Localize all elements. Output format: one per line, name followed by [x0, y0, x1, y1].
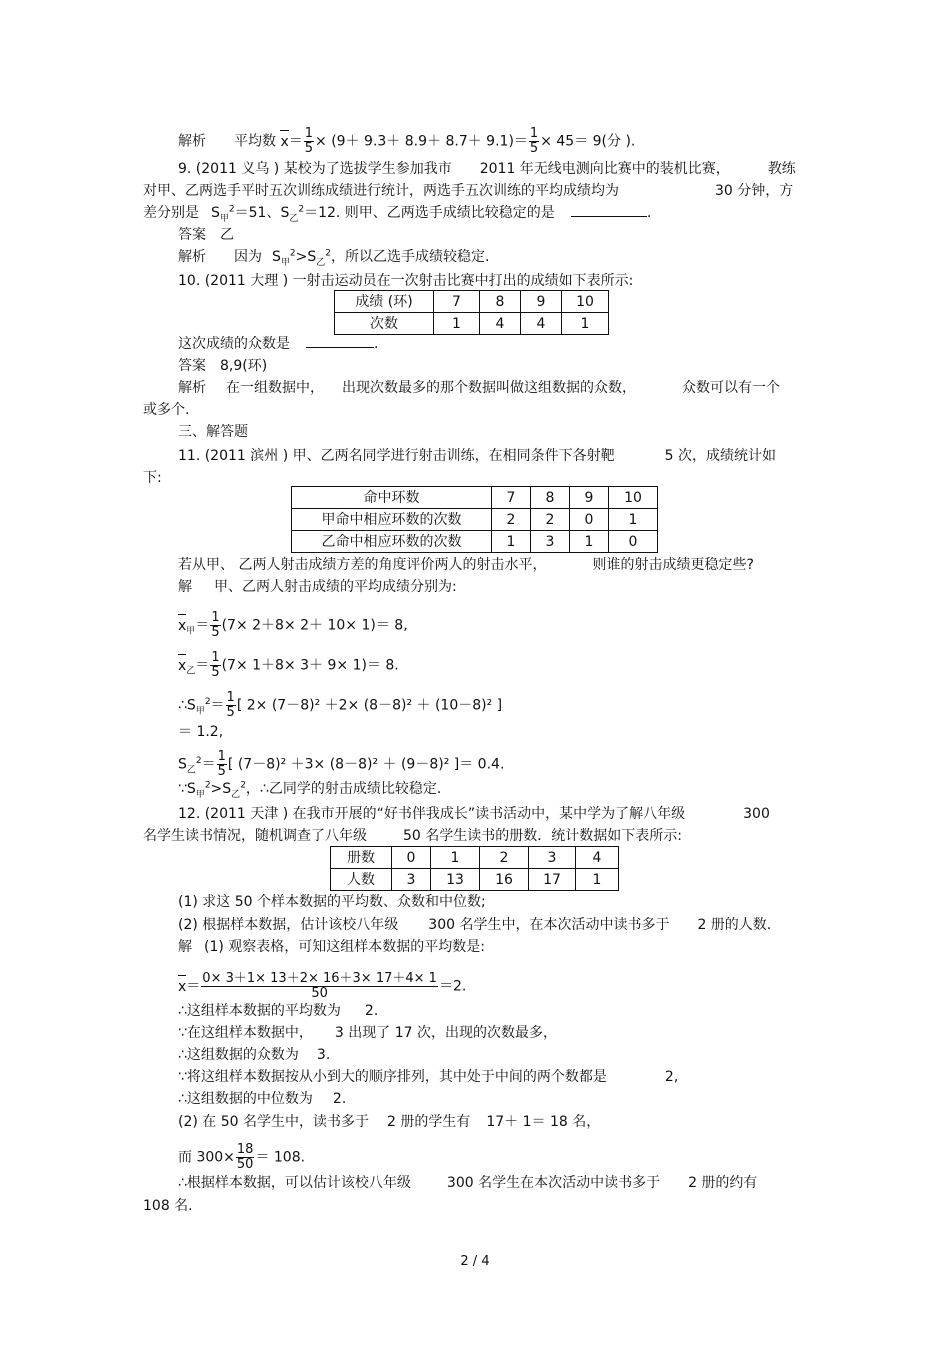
text: 众数可以有一个 — [682, 380, 780, 396]
label-solution: 解 — [178, 939, 192, 955]
fraction — [210, 611, 220, 640]
superscript: 2 — [195, 755, 202, 766]
label-analysis: 解析 — [178, 380, 206, 396]
superscript: 2 — [325, 248, 332, 259]
q10-line1: 10. (2011 大理 ) 一射击运动员在一次射击比赛中打出的成绩如下表所示: — [178, 273, 634, 289]
table-row — [292, 509, 658, 531]
text: [ 2× (7－8)² ＋2× (8－8)² ＋ (10－8)² ] — [236, 697, 503, 714]
text: 30 分钟，方 — [715, 183, 794, 199]
text: 若从甲、 乙两人射击成绩方差的角度评价两人的射击水平， — [178, 557, 547, 573]
table-cell: 7 — [492, 487, 531, 509]
superscript: 2 — [289, 248, 296, 259]
answer-value: 乙 — [220, 227, 234, 243]
q12-part1: (1) 求这 50 个样本数据的平均数、众数和中位数; — [178, 894, 486, 910]
text: 2. — [332, 1091, 347, 1107]
text: ∵S — [178, 781, 196, 797]
table-cell: 0 — [570, 509, 609, 531]
table-cell: 7 — [434, 291, 480, 313]
superscript: 2 — [228, 204, 235, 215]
text: ，所以乙选手成绩较稳定. — [331, 249, 490, 265]
superscript: 2 — [298, 204, 305, 215]
text: (7× 2＋8× 2＋ 10× 1)＝ 8, — [221, 617, 408, 634]
numerator: 1 — [226, 690, 235, 705]
table-cell: 9 — [521, 291, 562, 313]
text: 2, — [664, 1069, 679, 1085]
denominator: 5 — [304, 141, 314, 156]
q9-answer — [178, 226, 234, 244]
q12-mean — [178, 972, 466, 1001]
q11-variance-a-result: ＝ 1.2, — [178, 724, 224, 740]
text: ∴根据样本数据，可以估计该校八年级 — [178, 1175, 411, 1191]
fraction — [210, 651, 220, 680]
text: ＝ — [201, 756, 216, 773]
numerator: 0× 3＋1× 13＋2× 16＋3× 17＋4× 1 — [202, 971, 437, 986]
table-cell: 3 — [531, 531, 570, 553]
table-cell: 人数 — [331, 869, 392, 891]
section-heading: 三、解答题 — [178, 424, 248, 440]
table-cell: 3 — [529, 847, 576, 869]
line-mean — [178, 127, 635, 156]
q12-part2-solution — [178, 1113, 600, 1131]
label-answer: 答案 — [178, 358, 206, 374]
x-bar: x — [280, 133, 289, 150]
fraction — [236, 1143, 255, 1172]
answer-blank — [571, 204, 647, 217]
table-cell: 4 — [521, 313, 562, 335]
text: (2) 在 50 名学生中，读书多于 — [178, 1114, 369, 1130]
text: 17＋ 1＝ 18 名， — [486, 1114, 601, 1130]
table-row — [331, 869, 619, 891]
table-row — [331, 847, 619, 869]
table-cell: 2 — [492, 509, 531, 531]
q12-line1 — [178, 805, 770, 823]
q10-question — [178, 335, 378, 353]
table-cell: 4 — [480, 313, 521, 335]
text: ∴这组数据的众数为 — [178, 1047, 299, 1063]
text: ＝ — [288, 133, 303, 150]
subscript: 乙 — [186, 666, 196, 677]
text: ＝51、S — [234, 205, 290, 221]
denominator: 50 — [311, 986, 328, 1001]
text: 3 出现了 17 次，出现的次数最多， — [334, 1025, 557, 1041]
text: 300 名学生在本次活动中读书多于 — [446, 1175, 661, 1191]
superscript: 2 — [204, 780, 211, 791]
q10-answer — [178, 357, 267, 375]
text: 名学生读书情况，随机调查了八年级 — [143, 828, 367, 844]
text: × 45＝ 9(分 ). — [540, 133, 636, 150]
text: ＝ — [195, 617, 210, 634]
table-cell: 17 — [529, 869, 576, 891]
q11-solution — [178, 578, 457, 596]
text: 在一组数据中， — [226, 380, 324, 396]
text: 3. — [316, 1047, 331, 1063]
answer-value: 8,9(环) — [220, 358, 268, 374]
text: ，∴乙同学的射击成绩比较稳定. — [245, 781, 442, 797]
table-cell: 9 — [570, 487, 609, 509]
text: 因为 — [234, 249, 262, 265]
text: 5 次，成绩统计如 — [664, 448, 776, 464]
text: 2 册的学生有 — [387, 1114, 471, 1130]
text: 教练 — [767, 161, 796, 177]
answer-blank — [306, 335, 374, 348]
text: 50 名学生读书的册数．统计数据如下表所示: — [403, 828, 682, 844]
subscript: 甲 — [195, 706, 205, 717]
text: [ (7－8)² ＋3× (8－8)² ＋ (9－8)² ]＝ 0.4. — [227, 756, 505, 773]
q12-mean-result — [178, 1002, 378, 1020]
q12-table — [330, 846, 619, 891]
table-cell: 0 — [392, 847, 431, 869]
q12-calc — [178, 1143, 305, 1172]
table-cell: 1 — [576, 869, 619, 891]
denominator: 5 — [529, 141, 539, 156]
text: 11. (2011 滨州 ) 甲、乙两名同学进行射击训练，在相同条件下各射靶 — [178, 448, 615, 464]
table-cell: 13 — [431, 869, 480, 891]
denominator: 5 — [226, 705, 235, 720]
text: 而 300× — [178, 1149, 235, 1166]
fraction — [226, 691, 236, 720]
q11-mean-b — [178, 651, 399, 680]
q12-part2 — [178, 916, 771, 934]
text: ∵将这组样本数据按从小到大的顺序排列，其中处于中间的两个数都是 — [178, 1069, 607, 1085]
subscript: 甲 — [280, 257, 290, 268]
q9-line2 — [143, 182, 793, 200]
q11-line2: 下: — [143, 470, 162, 486]
label-analysis: 解析 — [178, 249, 206, 265]
text: 对甲、乙两选手平时五次训练成绩进行统计，两选手五次训练的平均成绩均为 — [143, 183, 619, 199]
table-cell: 1 — [570, 531, 609, 553]
subscript: 乙 — [231, 789, 241, 800]
table-cell: 8 — [480, 291, 521, 313]
table-cell: 乙命中相应环数的次数 — [292, 531, 492, 553]
text: >S — [295, 249, 317, 265]
table-cell: 1 — [609, 509, 658, 531]
text: ＝ — [210, 697, 225, 714]
numerator: 1 — [304, 126, 314, 141]
q12-mode-result — [178, 1046, 330, 1064]
numerator: 1 — [211, 610, 220, 625]
table-cell: 甲命中相应环数的次数 — [292, 509, 492, 531]
text: ∴S — [178, 697, 196, 714]
table-row — [335, 313, 609, 335]
subscript: 乙 — [316, 257, 326, 268]
table-cell: 1 — [434, 313, 480, 335]
subscript: 甲 — [186, 626, 196, 637]
x-bar: x — [178, 617, 187, 634]
q12-median-result — [178, 1090, 346, 1108]
q12-mode-reason — [178, 1024, 557, 1042]
q12-estimate-cont: 108 名. — [143, 1198, 193, 1214]
text: S — [178, 756, 187, 773]
numerator: 1 — [529, 126, 539, 141]
label-analysis: 解析 — [178, 133, 206, 150]
superscript: 2 — [204, 696, 211, 707]
table-row — [292, 531, 658, 553]
subscript: 甲 — [219, 213, 229, 224]
fraction — [304, 127, 314, 156]
text: >S — [210, 781, 232, 797]
table-cell: 10 — [609, 487, 658, 509]
denominator: 5 — [211, 625, 220, 640]
subscript: 甲 — [195, 789, 205, 800]
text: S — [211, 205, 220, 221]
table-cell: 8 — [531, 487, 570, 509]
q12-estimate — [178, 1174, 757, 1192]
text: × (9＋ 9.3＋ 8.9＋ 8.7＋ 9.1)＝ — [315, 133, 528, 150]
table-cell: 册数 — [331, 847, 392, 869]
text: 9. (2011 义乌 ) 某校为了选拔学生参加我市 — [178, 161, 452, 177]
q12-line2 — [143, 827, 682, 845]
text: ∵在这组样本数据中， — [178, 1025, 313, 1041]
q9-line1 — [178, 160, 796, 178]
q10-table — [334, 290, 609, 335]
text: 300 名学生中，在本次活动中读书多于 — [428, 917, 670, 933]
text: (2) 根据样本数据，估计该校八年级 — [178, 917, 399, 933]
text: ＝2. — [438, 978, 467, 995]
fraction — [217, 750, 227, 779]
table-cell: 命中环数 — [292, 487, 492, 509]
superscript: 2 — [240, 780, 246, 791]
denominator: 5 — [217, 764, 226, 779]
x-bar: x — [178, 657, 187, 674]
text: . — [374, 336, 379, 352]
q10-explanation-cont: 或多个. — [143, 402, 190, 418]
table-cell: 3 — [392, 869, 431, 891]
q10-explanation — [178, 379, 780, 397]
text: 甲、乙两人射击成绩的平均成绩分别为: — [214, 579, 457, 595]
table-cell: 1 — [562, 313, 609, 335]
q12-median-reason — [178, 1068, 678, 1086]
text: 2011 年无线电测向比赛中的装机比赛， — [479, 161, 730, 177]
q9-explanation — [178, 248, 489, 266]
text: ＝ — [195, 657, 210, 674]
label-answer: 答案 — [178, 227, 206, 243]
label-solution: 解 — [178, 579, 192, 595]
q11-line1 — [178, 447, 776, 465]
x-bar: x — [178, 978, 187, 995]
table-cell: 2 — [531, 509, 570, 531]
q11-variance-b — [178, 750, 504, 779]
q9-line3 — [143, 204, 651, 222]
text: ＝12. 则甲、乙两选手成绩比较稳定的是 — [304, 205, 555, 221]
numerator: 1 — [211, 650, 220, 665]
text: 12. (2011 天津 ) 在我市开展的“好书伴我成长”读书活动中，某中学为了解八年级 — [178, 806, 686, 822]
subscript: 乙 — [186, 765, 196, 776]
text: 2 册的人数. — [697, 917, 772, 933]
table-cell: 次数 — [335, 313, 434, 335]
text: 300 — [743, 806, 770, 822]
table-cell: 16 — [480, 869, 529, 891]
fraction — [201, 972, 438, 1001]
numerator: 1 — [217, 749, 226, 764]
denominator: 5 — [211, 665, 220, 680]
text: 差分别是 — [143, 205, 199, 221]
text: 出现次数最多的那个数据叫做这组数据的众数， — [342, 380, 636, 396]
q11-question — [178, 556, 754, 574]
text: S — [272, 249, 281, 265]
text: ＝ 108. — [255, 1149, 306, 1166]
table-cell: 4 — [576, 847, 619, 869]
q11-mean-a — [178, 611, 408, 640]
text: (7× 1＋8× 3＋ 9× 1)＝ 8. — [221, 657, 399, 674]
text: ∴这组样本数据的平均数为 — [178, 1003, 341, 1019]
table-cell: 1 — [492, 531, 531, 553]
q11-table — [291, 486, 658, 553]
q11-conclusion — [178, 780, 441, 798]
text: 则谁的射击成绩更稳定些? — [592, 557, 754, 573]
table-cell: 0 — [609, 531, 658, 553]
table-row — [292, 487, 658, 509]
page-number: 2 / 4 — [460, 1254, 490, 1269]
table-row — [335, 291, 609, 313]
table-cell: 成绩 (环) — [335, 291, 434, 313]
q12-solution — [178, 938, 485, 956]
subscript: 乙 — [289, 213, 299, 224]
q11-variance-a — [178, 691, 502, 720]
text: 2 册的约有 — [688, 1175, 758, 1191]
denominator: 50 — [236, 1157, 254, 1172]
table-cell: 1 — [431, 847, 480, 869]
fraction — [529, 127, 539, 156]
text: ∴这组数据的中位数为 — [178, 1091, 313, 1107]
table-cell: 2 — [480, 847, 529, 869]
text: ＝ — [186, 978, 201, 995]
table-cell: 10 — [562, 291, 609, 313]
numerator: 18 — [236, 1142, 254, 1157]
text: 这次成绩的众数是 — [178, 336, 290, 352]
text: (1) 观察表格，可知这组样本数据的平均数是: — [204, 939, 485, 955]
text: 平均数 — [234, 133, 276, 150]
text: 2. — [364, 1003, 379, 1019]
text: . — [646, 205, 652, 221]
